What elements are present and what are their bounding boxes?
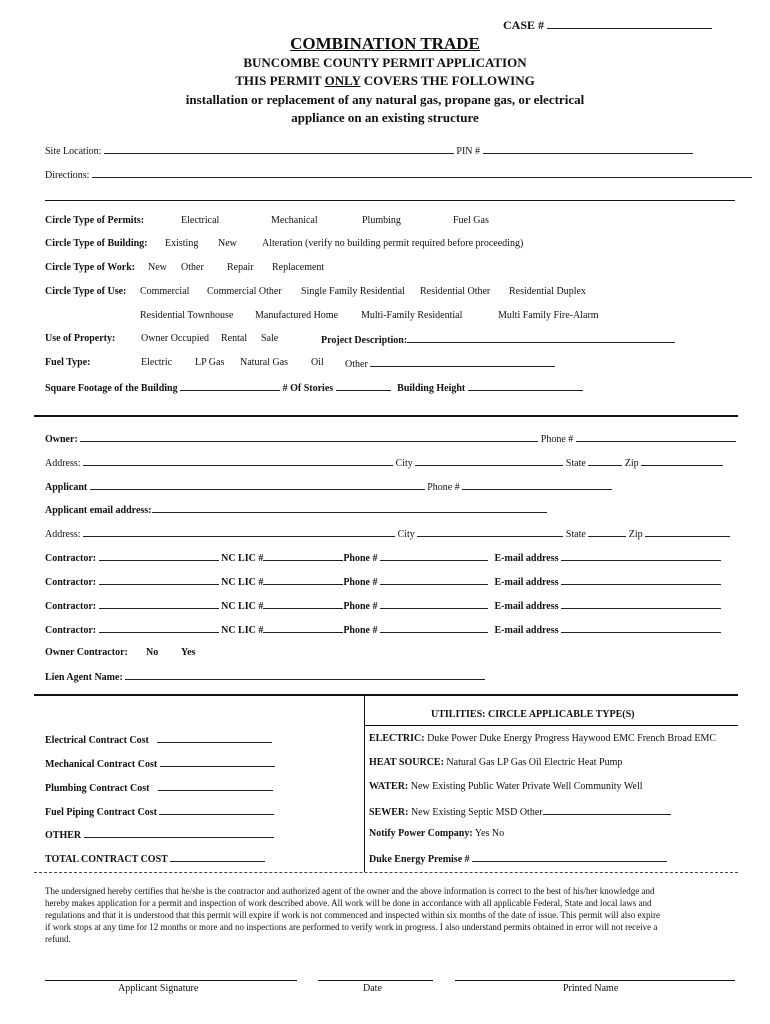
- other-cost-line[interactable]: [84, 828, 274, 838]
- date-label: Date: [363, 983, 382, 994]
- use-option-single-family[interactable]: Single Family Residential: [301, 286, 405, 297]
- property-label: Use of Property:: [45, 333, 116, 344]
- fuel-option-electric[interactable]: Electric: [141, 357, 173, 368]
- case-number-field[interactable]: [503, 19, 712, 31]
- applicant-address-line[interactable]: [83, 527, 395, 537]
- permit-option-fuel-gas[interactable]: Fuel Gas: [453, 215, 489, 226]
- section-divider-3: [34, 872, 738, 873]
- contractor-phone-line[interactable]: [380, 551, 488, 561]
- fuel-option-oil[interactable]: Oil: [311, 357, 324, 368]
- pin-line[interactable]: [483, 144, 693, 154]
- page-title: COMBINATION TRADE: [290, 34, 480, 53]
- building-label: Circle Type of Building:: [45, 238, 148, 249]
- notify-power-row[interactable]: Notify Power Company: Yes No: [369, 828, 505, 839]
- fuel-option-lp-gas[interactable]: LP Gas: [195, 357, 225, 368]
- building-option-new[interactable]: New: [218, 238, 237, 249]
- stories-line[interactable]: [336, 381, 391, 391]
- subtitle-scope-2: appliance on an existing structure: [291, 110, 479, 125]
- contractor-license-line[interactable]: [263, 575, 343, 585]
- contractor-phone-line[interactable]: [380, 599, 488, 609]
- case-label: CASE #: [503, 18, 545, 32]
- property-option-owner-occupied[interactable]: Owner Occupied: [141, 333, 210, 344]
- water-options[interactable]: New Existing Public Water Private Well Community Well: [410, 781, 643, 792]
- sewer-row[interactable]: SEWER: New Existing Septic MSD Other: [369, 805, 671, 819]
- applicant-field[interactable]: Applicant Phone #: [45, 480, 612, 494]
- sewer-other-line[interactable]: [543, 805, 671, 815]
- total-cost-field[interactable]: TOTAL CONTRACT COST: [45, 852, 265, 866]
- use-option-commercial-other[interactable]: Commercial Other: [207, 286, 282, 297]
- printed-name-label: Printed Name: [563, 983, 619, 994]
- project-description-field[interactable]: Project Description:: [321, 333, 675, 347]
- contractor-email-line[interactable]: [561, 623, 721, 633]
- fuel-piping-cost-field[interactable]: Fuel Piping Contract Cost: [45, 805, 274, 819]
- fuel-option-other[interactable]: Other: [345, 357, 555, 371]
- mechanical-cost-line[interactable]: [160, 757, 275, 767]
- total-cost-line[interactable]: [170, 852, 265, 862]
- applicant-phone-line[interactable]: [462, 480, 612, 490]
- contractor-line[interactable]: [99, 551, 219, 561]
- owner-city-line[interactable]: [415, 456, 563, 466]
- contractor-phone-line[interactable]: [380, 623, 488, 633]
- contractor-license-line[interactable]: [263, 599, 343, 609]
- project-description-line[interactable]: [407, 333, 675, 343]
- owner-address-field[interactable]: Address: City State Zip: [45, 456, 723, 470]
- fuel-label: Fuel Type:: [45, 357, 91, 368]
- permit-option-mechanical[interactable]: Mechanical: [271, 215, 318, 226]
- owner-phone-line[interactable]: [576, 432, 736, 442]
- use-option-commercial[interactable]: Commercial: [140, 286, 190, 297]
- fuel-option-natural-gas[interactable]: Natural Gas: [240, 357, 289, 368]
- work-option-replacement[interactable]: Replacement: [272, 262, 325, 273]
- plumbing-cost-field[interactable]: Plumbing Contract Cost: [45, 781, 273, 795]
- applicant-signature-label: Applicant Signature: [118, 983, 199, 994]
- applicant-line[interactable]: [90, 480, 425, 490]
- owner-state-line[interactable]: [588, 456, 622, 466]
- building-option-existing[interactable]: Existing: [165, 238, 199, 249]
- subtitle-county: BUNCOMBE COUNTY PERMIT APPLICATION: [243, 55, 527, 70]
- work-option-other[interactable]: Other: [181, 262, 204, 273]
- printed-name-line[interactable]: [455, 980, 735, 981]
- contractor-line[interactable]: [99, 599, 219, 609]
- electric-utility-options[interactable]: Duke Power Duke Energy Progress Haywood EMC French Broad EMC: [427, 733, 717, 744]
- lien-agent-field[interactable]: Lien Agent Name:: [45, 670, 485, 684]
- electrical-cost-line[interactable]: [157, 733, 272, 743]
- section-divider-2: [34, 694, 738, 696]
- contractor-phone-line[interactable]: [380, 575, 488, 585]
- contractor-license-line[interactable]: [263, 551, 343, 561]
- fuel-other-line[interactable]: [370, 357, 555, 367]
- other-cost-field[interactable]: OTHER: [45, 828, 274, 842]
- applicant-email-field[interactable]: Applicant email address:: [45, 503, 547, 517]
- certification-line: if work stops at any time for 12 months or more and no inspections are performed to verify work in progress. I also understand permits obtained in error will not receive a: [45, 922, 658, 932]
- contractor-email-line[interactable]: [561, 551, 721, 561]
- owner-zip-line[interactable]: [641, 456, 723, 466]
- contractor-row[interactable]: Contractor: NC LIC # Phone # E-mail address: [45, 599, 721, 613]
- owner-contractor-no[interactable]: No: [146, 647, 159, 658]
- owner-field[interactable]: Owner: Phone #: [45, 432, 736, 446]
- electric-utility-row[interactable]: ELECTRIC: Duke Power Duke Energy Progress Haywood EMC French Broad EMC: [369, 733, 717, 744]
- permit-option-plumbing[interactable]: Plumbing: [362, 215, 401, 226]
- use-option-multi-family-fire-alarm[interactable]: Multi Family Fire-Alarm: [498, 310, 599, 321]
- property-option-sale[interactable]: Sale: [261, 333, 279, 344]
- contractor-line[interactable]: [99, 623, 219, 633]
- directions-field[interactable]: Directions:: [45, 168, 752, 182]
- water-row[interactable]: WATER: New Existing Public Water Private Well Community Well: [369, 781, 643, 792]
- subtitle-scope: installation or replacement of any natural gas, propane gas, or electrical: [185, 92, 585, 107]
- applicant-address-field[interactable]: Address: City State Zip: [45, 527, 730, 541]
- owner-line[interactable]: [80, 432, 538, 442]
- contractor-line[interactable]: [99, 575, 219, 585]
- utilities-heading: UTILITIES: CIRCLE APPLICABLE TYPE(S): [431, 709, 635, 720]
- work-option-new[interactable]: New: [148, 262, 167, 273]
- plumbing-cost-line[interactable]: [158, 781, 273, 791]
- owner-contractor-yes[interactable]: Yes: [181, 647, 196, 658]
- utilities-heading-rule: [364, 725, 738, 726]
- directions-line[interactable]: [92, 168, 752, 178]
- applicant-zip-line[interactable]: [645, 527, 730, 537]
- applicant-signature-line[interactable]: [45, 980, 297, 981]
- fuel-piping-cost-line[interactable]: [159, 805, 274, 815]
- heat-source-row[interactable]: HEAT SOURCE: Natural Gas LP Gas Oil Electric Heat Pump: [369, 757, 623, 768]
- certification-line: regulations and that it is understood that this permit will expire if work is not commenced and inspected within six months of the date of issue. This permit will also expire: [45, 910, 660, 920]
- square-footage-line[interactable]: [180, 381, 280, 391]
- use-option-residential-duplex[interactable]: Residential Duplex: [509, 286, 586, 297]
- contractor-row[interactable]: Contractor: NC LIC # Phone # E-mail address: [45, 623, 721, 637]
- use-label: Circle Type of Use:: [45, 286, 127, 297]
- applicant-city-line[interactable]: [417, 527, 563, 537]
- contractor-email-line[interactable]: [561, 599, 721, 609]
- use-option-residential-other[interactable]: Residential Other: [420, 286, 491, 297]
- building-height-line[interactable]: [468, 381, 583, 391]
- date-line[interactable]: [318, 980, 433, 981]
- duke-premise-field[interactable]: Duke Energy Premise #: [369, 852, 667, 866]
- contractor-row[interactable]: Contractor: NC LIC # Phone # E-mail address: [45, 575, 721, 589]
- owner-contractor-label: Owner Contractor:: [45, 647, 128, 658]
- contractor-email-line[interactable]: [561, 575, 721, 585]
- certification-line: hereby makes application for a permit and inspection of work described above. All work will be done in accordance with all applicable Federal, State and local laws and: [45, 898, 652, 908]
- permits-label: Circle Type of Permits:: [45, 215, 145, 226]
- contractor-row[interactable]: Contractor: NC LIC # Phone # E-mail address: [45, 551, 721, 565]
- subtitle-covers: THIS PERMIT ONLY COVERS THE FOLLOWING: [235, 73, 535, 88]
- use-option-townhouse[interactable]: Residential Townhouse: [140, 310, 234, 321]
- work-option-repair[interactable]: Repair: [227, 262, 254, 273]
- contractor-license-line[interactable]: [263, 623, 343, 633]
- certification-line: refund.: [45, 934, 71, 944]
- lien-agent-line[interactable]: [125, 670, 485, 680]
- applicant-state-line[interactable]: [588, 527, 626, 537]
- certification-line: The undersigned hereby certifies that he/she is the contractor and authorized agent of the owner and the above information is correct to the best of his/her knowledge and: [45, 886, 655, 896]
- owner-address-line[interactable]: [83, 456, 393, 466]
- applicant-email-line[interactable]: [152, 503, 547, 513]
- work-label: Circle Type of Work:: [45, 262, 136, 273]
- sewer-options[interactable]: New Existing Septic MSD Other: [410, 807, 543, 818]
- square-footage-field[interactable]: Square Footage of the Building # Of Stories Building Height: [45, 381, 583, 395]
- heat-source-options[interactable]: Natural Gas LP Gas Oil Electric Heat Pump: [446, 757, 623, 768]
- building-option-alteration[interactable]: Alteration (verify no building permit required before proceeding): [262, 238, 524, 249]
- use-option-multi-family[interactable]: Multi-Family Residential: [361, 310, 463, 321]
- site-location-field[interactable]: Site Location: PIN #: [45, 144, 693, 158]
- duke-premise-line[interactable]: [472, 852, 667, 862]
- column-divider: [364, 695, 365, 872]
- use-option-manufactured-home[interactable]: Manufactured Home: [255, 310, 339, 321]
- notify-power-options[interactable]: Yes No: [474, 828, 505, 839]
- section-divider-1: [34, 415, 738, 417]
- site-location-line[interactable]: [104, 144, 454, 154]
- mechanical-cost-field[interactable]: Mechanical Contract Cost: [45, 757, 275, 771]
- permit-option-electrical[interactable]: Electrical: [181, 215, 220, 226]
- property-option-rental[interactable]: Rental: [221, 333, 248, 344]
- directions-line-2[interactable]: [45, 200, 735, 201]
- electrical-cost-field[interactable]: Electrical Contract Cost: [45, 733, 272, 747]
- case-number-line[interactable]: [547, 19, 712, 29]
